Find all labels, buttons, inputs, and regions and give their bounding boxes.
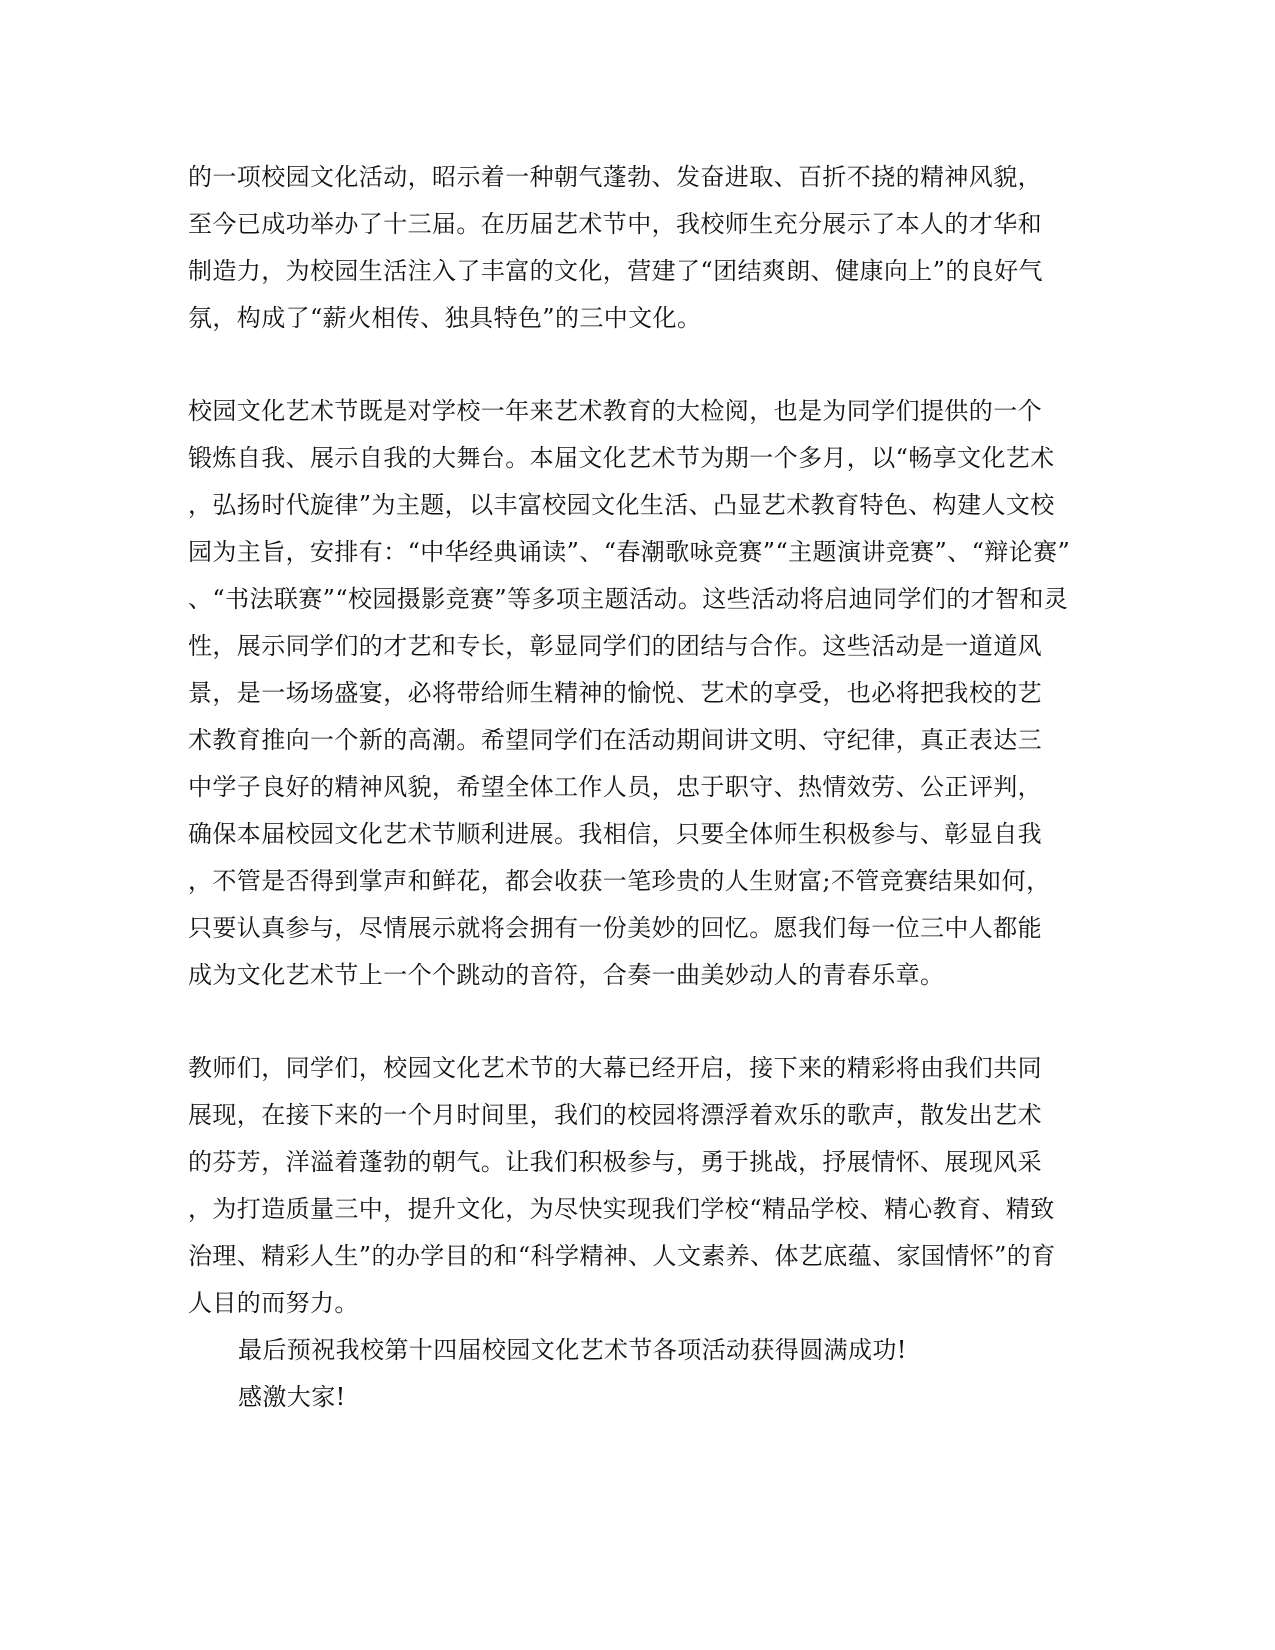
paragraph-3-line-4: ，为打造质量三中，提升文化，为尽快实现我们学校“精品学校、精心教育、精致 — [188, 1195, 1055, 1223]
paragraph-3-line-5: 治理、精彩人生”的办学目的和“科学精神、人文素养、体艺底蕴、家国情怀”的育 — [188, 1242, 1056, 1270]
paragraph-2-line-3: ，弘扬时代旋律”为主题，以丰富校园文化生活、凸显艺术教育特色、构建人文校 — [188, 491, 1055, 519]
paragraph-2-line-12: 只要认真参与，尽情展示就将会拥有一份美妙的回忆。愿我们每一位三中人都能 — [188, 914, 1042, 942]
paragraph-3-line-1: 教师们，同学们，校园文化艺术节的大幕已经开启，接下来的精彩将由我们共同 — [188, 1054, 1042, 1082]
paragraph-2-line-4: 园为主旨，安排有：“中华经典诵读”、“春潮歌咏竞赛”“主题演讲竞赛”、“辩论赛” — [188, 538, 1071, 566]
paragraph-3-line-6: 人目的而努力。 — [188, 1289, 359, 1317]
paragraph-1-line-4: 氛，构成了“薪火相传、独具特色”的三中文化。 — [188, 304, 702, 332]
paragraph-3-line-2: 展现，在接下来的一个月时间里，我们的校园将漂浮着欢乐的歌声，散发出艺术 — [188, 1101, 1042, 1129]
paragraph-3-line-3: 的芬芳，洋溢着蓬勃的朝气。让我们积极参与，勇于挑战，抒展情怀、展现风采 — [188, 1148, 1042, 1176]
paragraph-1-line-2: 至今已成功举办了十三届。在历届艺术节中，我校师生充分展示了本人的才华和 — [188, 210, 1042, 238]
paragraph-2-line-9: 中学子良好的精神风貌，希望全体工作人员，忠于职守、热情效劳、公正评判， — [188, 773, 1042, 801]
paragraph-2-line-8: 术教育推向一个新的高潮。希望同学们在活动期间讲文明、守纪律，真正表达三 — [188, 726, 1042, 754]
paragraph-2-line-7: 景，是一场场盛宴，必将带给师生精神的愉悦、艺术的享受，也必将把我校的艺 — [188, 679, 1042, 707]
paragraph-2-line-6: 性，展示同学们的才艺和专长，彰显同学们的团结与合作。这些活动是一道道风 — [188, 632, 1042, 660]
paragraph-1-line-1: 的一项校园文化活动，昭示着一种朝气蓬勃、发奋进取、百折不挠的精神风貌， — [188, 163, 1042, 191]
closing-wish: 最后预祝我校第十四届校园文化艺术节各项活动获得圆满成功! — [238, 1336, 907, 1364]
closing-thanks: 感激大家! — [238, 1383, 346, 1411]
paragraph-2-line-2: 锻炼自我、展示自我的大舞台。本届文化艺术节为期一个多月，以“畅享文化艺术 — [188, 444, 1055, 472]
paragraph-2-line-13: 成为文化艺术节上一个个跳动的音符，合奏一曲美妙动人的青春乐章。 — [188, 961, 945, 989]
paragraph-2-line-10: 确保本届校园文化艺术节顺利进展。我相信，只要全体师生积极参与、彰显自我 — [188, 820, 1042, 848]
paragraph-1-line-3: 制造力，为校园生活注入了丰富的文化，营建了“团结爽朗、健康向上”的良好气 — [188, 257, 1043, 285]
paragraph-2-line-5: 、“书法联赛”“校园摄影竞赛”等多项主题活动。这些活动将启迪同学们的才智和灵 — [188, 585, 1069, 613]
paragraph-2-line-11: ，不管是否得到掌声和鲜花，都会收获一笔珍贵的人生财富;不管竞赛结果如何， — [188, 867, 1051, 895]
paragraph-2-line-1: 校园文化艺术节既是对学校一年来艺术教育的大检阅，也是为同学们提供的一个 — [188, 397, 1042, 425]
